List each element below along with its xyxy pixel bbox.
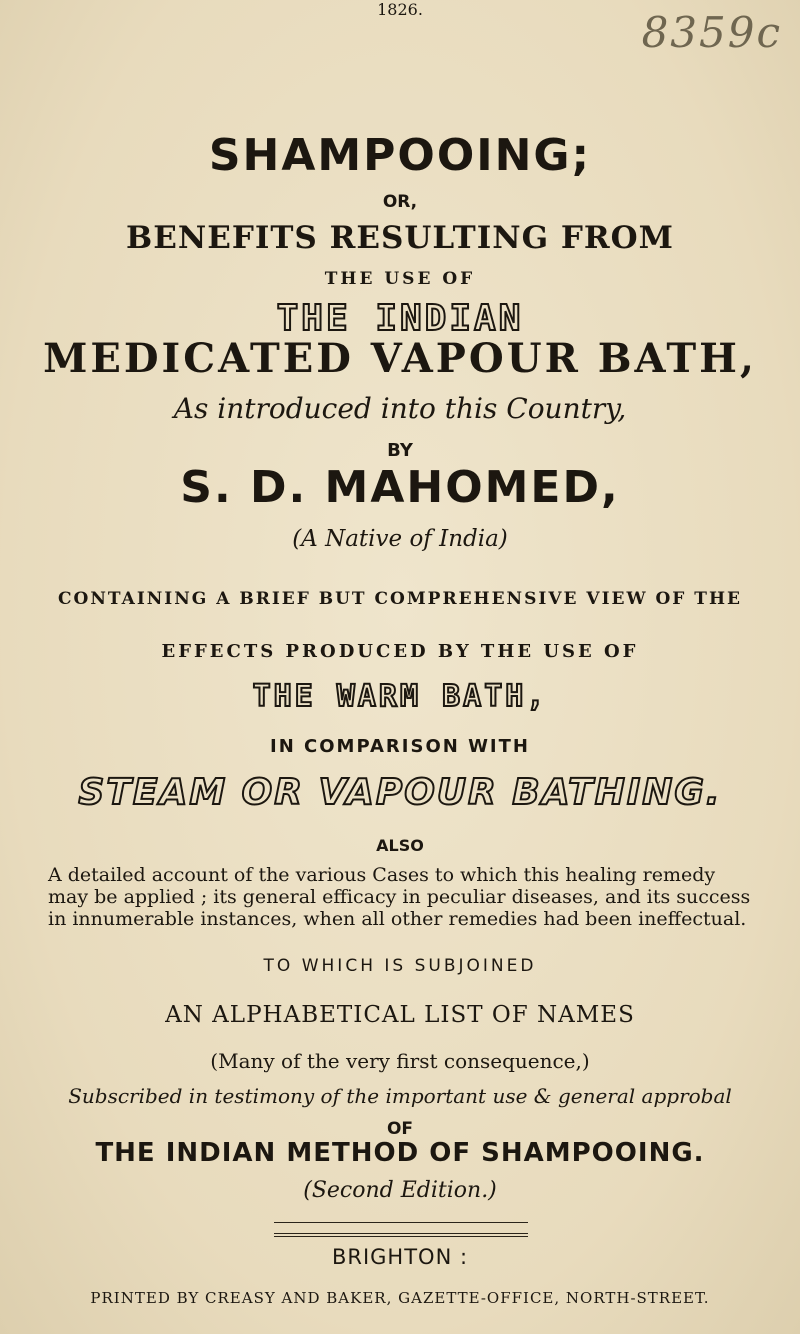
author-name: S. D. MAHOMED, <box>180 462 620 513</box>
method-heading: THE INDIAN METHOD OF SHAMPOOING. <box>95 1138 705 1168</box>
description-paragraph <box>48 864 760 930</box>
as-introduced-line: As introduced into this Country, <box>173 392 627 425</box>
of-label: OF <box>386 1119 414 1139</box>
paragraph-line: in innumerable instances, when all other remedies had been ineffectual. <box>48 908 747 930</box>
medicated-vapour-bath-heading: MEDICATED VAPOUR BATH, <box>43 335 757 382</box>
to-which-line: TO WHICH IS SUBJOINED <box>263 956 537 976</box>
the-indian-heading: THE INDIAN <box>276 298 524 339</box>
the-use-of: THE USE OF <box>324 269 476 289</box>
steam-bathing-heading: STEAM OR VAPOUR BATHING. <box>78 772 722 813</box>
imprint-printer: PRINTED BY CREASY AND BAKER, GAZETTE-OFFICE, NORTH-STREET. <box>90 1289 710 1307</box>
shelfmark: 8359c <box>641 8 782 57</box>
imprint-year: 1826. <box>377 0 423 19</box>
also-label: ALSO <box>376 836 424 855</box>
imprint-place: BRIGHTON : <box>331 1245 469 1269</box>
paragraph-line: A detailed account of the various Cases to which this healing remedy <box>48 864 716 886</box>
author-note: (A Native of India) <box>292 526 508 552</box>
alphabetical-list-heading: AN ALPHABETICAL LIST OF NAMES <box>165 1002 635 1028</box>
main-title: SHAMPOOING; <box>208 130 592 181</box>
effects-line: EFFECTS PRODUCED BY THE USE OF <box>161 641 639 662</box>
by-label: BY <box>387 440 413 461</box>
benefits-heading: BENEFITS RESULTING FROM <box>126 220 674 256</box>
edition-line: (Second Edition.) <box>303 1178 497 1203</box>
paragraph-line: may be applied ; its general efficacy in peculiar diseases, and its success <box>48 886 751 908</box>
warm-bath-heading: THE WARM BATH, <box>252 679 548 714</box>
many-note: (Many of the very first consequence,) <box>210 1049 590 1073</box>
comparison-line: IN COMPARISON WITH <box>270 736 530 757</box>
or-connector: OR, <box>382 192 418 212</box>
ornamental-rule <box>274 1222 528 1237</box>
subscribed-line: Subscribed in testimony of the important use & general approbal <box>68 1084 732 1108</box>
containing-line: CONTAINING A BRIEF BUT COMPREHENSIVE VIEW OF THE <box>58 589 742 609</box>
